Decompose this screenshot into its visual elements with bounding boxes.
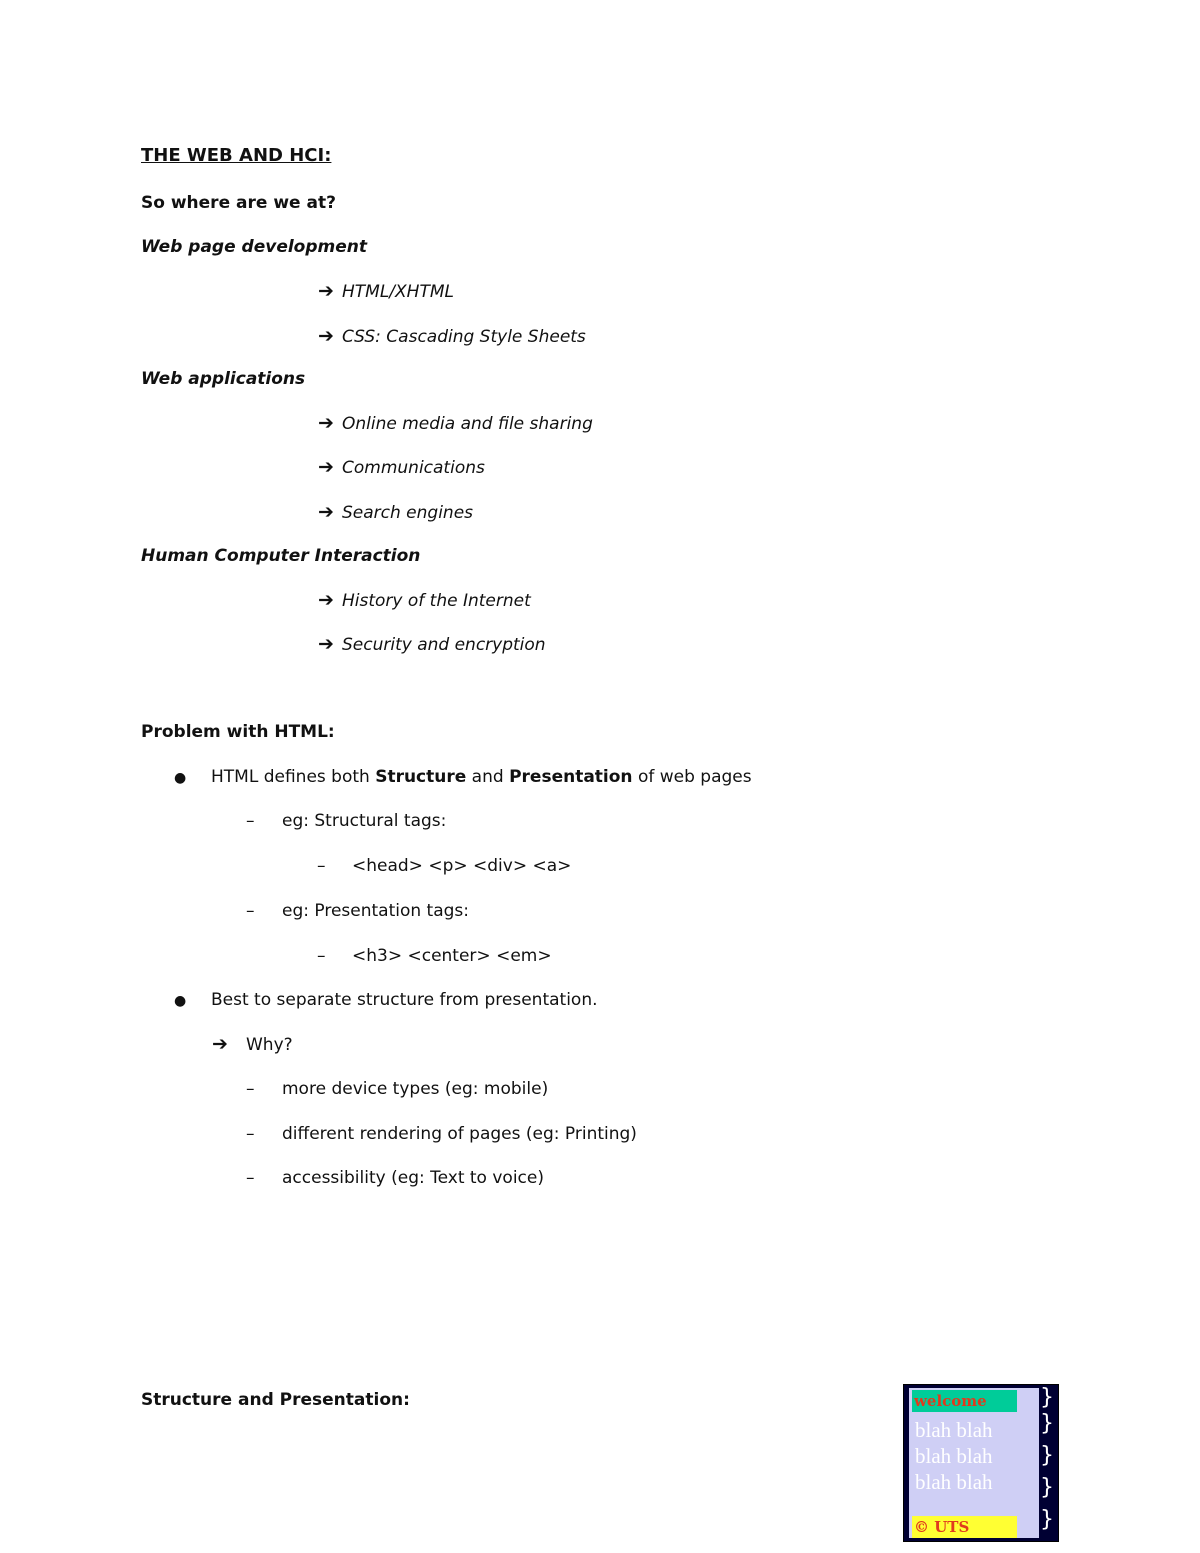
dash-icon: – — [246, 1124, 255, 1144]
list-item: ➔ Communications — [318, 456, 485, 478]
arrow-icon: ➔ — [212, 1033, 228, 1055]
brace-icon: } — [1040, 1443, 1054, 1468]
structural-tags-list: <head> <p> <div> <a> — [352, 856, 572, 876]
dash-icon: – — [246, 1168, 255, 1188]
dash-icon: – — [246, 811, 255, 831]
brace-icon: } — [1040, 1475, 1054, 1500]
bullet-item-html-defines: HTML defines both Structure and Presentation of web pages — [211, 767, 752, 787]
dash-icon: – — [317, 856, 326, 876]
section-heading-hci: Human Computer Interaction — [141, 546, 421, 566]
thumbnail-text-line: blah blah — [915, 1444, 993, 1468]
list-item: ➔ Search engines — [318, 501, 474, 523]
reason-item: accessibility (eg: Text to voice) — [282, 1168, 544, 1188]
section-heading-web-page-development: Web page development — [141, 237, 367, 257]
bullet-item-separate: Best to separate structure from presentation. — [211, 990, 598, 1010]
thumbnail-text-line: blah blah — [915, 1418, 993, 1442]
reason-item: different rendering of pages (eg: Printing) — [282, 1124, 637, 1144]
why-item: ➔ Why? — [212, 1033, 293, 1055]
problem-heading: Problem with HTML: — [141, 722, 335, 742]
arrow-icon: ➔ — [318, 589, 334, 611]
section-heading-web-applications: Web applications — [141, 369, 306, 389]
arrow-icon: ➔ — [318, 325, 334, 347]
arrow-icon: ➔ — [318, 412, 334, 434]
web-page-thumbnail — [903, 1384, 1059, 1542]
presentation-tags-label: eg: Presentation tags: — [282, 901, 470, 921]
dash-icon: – — [246, 901, 255, 921]
structural-tags-label: eg: Structural tags: — [282, 811, 447, 831]
brace-icon: } — [1040, 1385, 1054, 1410]
thumbnail-footer: © UTS — [912, 1516, 1017, 1538]
thumbnail-page-body — [909, 1388, 1039, 1538]
list-item: ➔ CSS: Cascading Style Sheets — [318, 325, 586, 347]
list-item: ➔ Security and encryption — [318, 633, 546, 655]
arrow-icon: ➔ — [318, 633, 334, 655]
dash-icon: – — [317, 946, 326, 966]
bullet-icon: ● — [174, 770, 187, 786]
list-item: ➔ HTML/XHTML — [318, 280, 454, 302]
bullet-icon: ● — [174, 993, 187, 1009]
arrow-icon: ➔ — [318, 280, 334, 302]
list-item: ➔ History of the Internet — [318, 589, 531, 611]
arrow-icon: ➔ — [318, 456, 334, 478]
dash-icon: – — [246, 1079, 255, 1099]
reason-item: more device types (eg: mobile) — [282, 1079, 549, 1099]
brace-icon: } — [1040, 1507, 1054, 1532]
thumbnail-welcome-banner: welcome — [912, 1390, 1017, 1412]
presentation-tags-list: <h3> <center> <em> — [352, 946, 552, 966]
structure-heading: Structure and Presentation: — [141, 1390, 410, 1410]
brace-icon: } — [1040, 1411, 1054, 1436]
list-item: ➔ Online media and file sharing — [318, 412, 593, 434]
intro-question: So where are we at? — [141, 193, 336, 213]
arrow-icon: ➔ — [318, 501, 334, 523]
page-title: THE WEB AND HCI: — [141, 145, 332, 166]
thumbnail-text-line: blah blah — [915, 1470, 993, 1494]
